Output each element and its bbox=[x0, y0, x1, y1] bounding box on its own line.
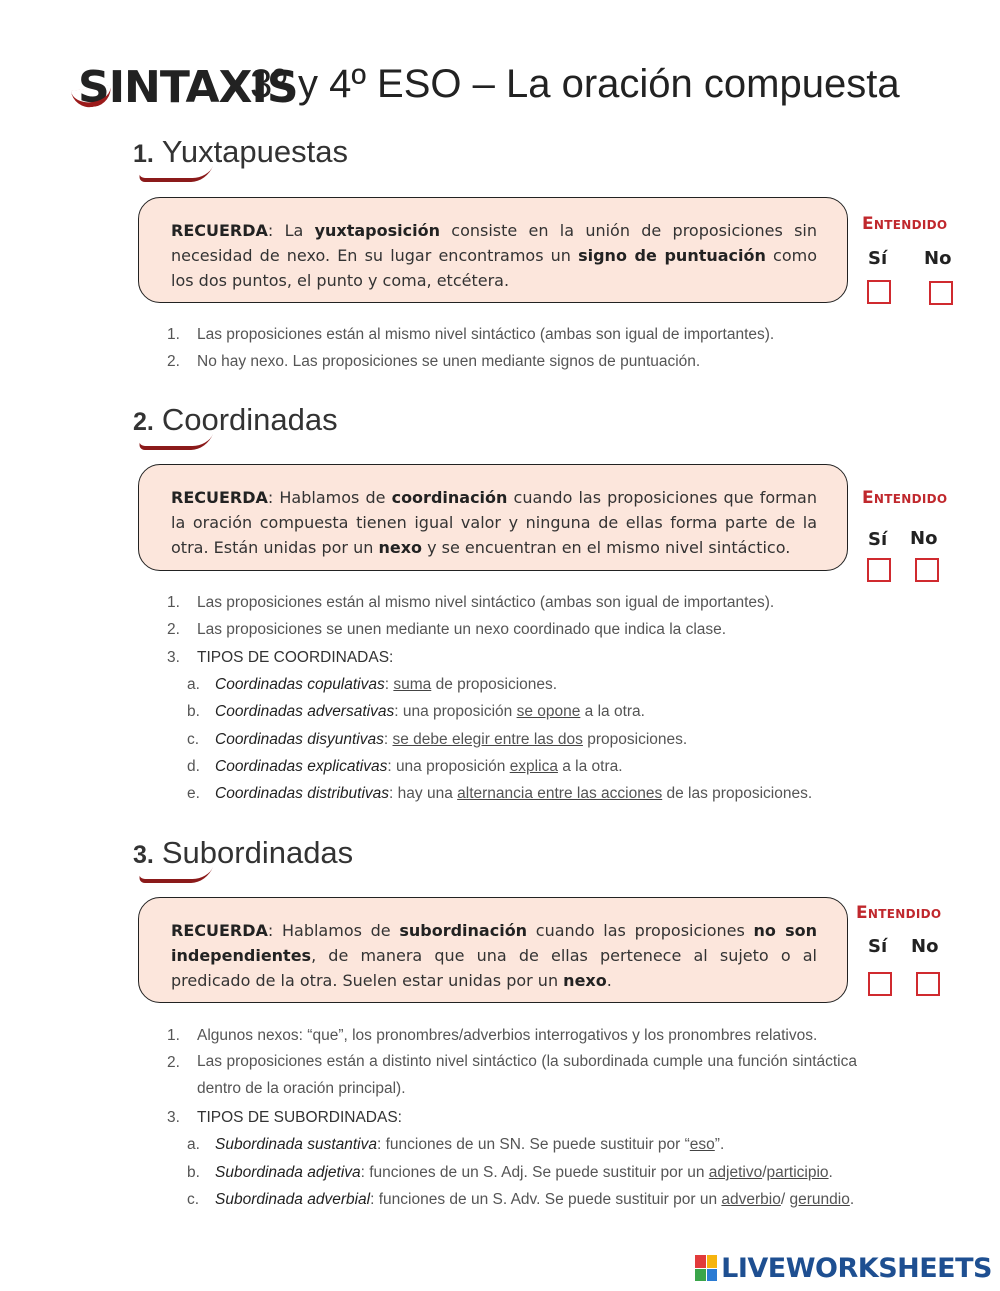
sub-list-text: de proposiciones. bbox=[431, 676, 558, 693]
entendido-label: Entendido bbox=[862, 488, 948, 508]
underlined-term: se debe elegir entre las dos bbox=[392, 731, 583, 748]
list-number: 1. bbox=[167, 326, 180, 343]
recuerda-keyword: signo de puntuación bbox=[578, 246, 766, 265]
sub-list-text: : una proposición bbox=[387, 758, 510, 775]
recuerda-text: . bbox=[606, 971, 612, 990]
sub-list-text: : bbox=[384, 676, 394, 693]
recuerda-text: consiste en la unión de proposiciones sin necesidad de nexo. En su lugar encontramos un bbox=[171, 221, 818, 265]
list-number: 2. bbox=[167, 353, 180, 370]
list-number: 2. bbox=[167, 621, 180, 638]
entendido-label: Entendido bbox=[862, 214, 948, 234]
section-number: 3. bbox=[133, 841, 154, 869]
sub-list-text: a la otra. bbox=[557, 758, 623, 775]
recuerda-box bbox=[138, 464, 848, 571]
sub-list-text: : funciones de un S. Adj. Se puede sustituir por un bbox=[360, 1164, 709, 1181]
section-heading-subordinadas bbox=[133, 835, 353, 871]
sub-list-name: Subordinada adjetiva bbox=[215, 1164, 361, 1181]
recuerda-label: RECUERDA bbox=[171, 921, 268, 940]
sub-list-letter: a. bbox=[187, 676, 200, 693]
entendido-si-checkbox[interactable] bbox=[867, 558, 891, 582]
recuerda-text: , de manera que una de ellas pertenece al sujeto o al predicado de la otra. Suelen estar unidas por un bbox=[171, 946, 817, 990]
sub-list-letter: a. bbox=[187, 1136, 200, 1153]
page-title: 3º y 4º ESO – La oración compuesta bbox=[250, 62, 900, 106]
logo-block bbox=[695, 1269, 706, 1282]
sub-list-name: Coordinadas explicativas bbox=[215, 758, 388, 775]
sub-list-text: : una proposición bbox=[394, 703, 517, 720]
recuerda-text: : La bbox=[267, 221, 315, 240]
recuerda-text: y se encuentran en el mismo nivel sintáctico. bbox=[422, 538, 791, 557]
list-text: Las proposiciones se unen mediante un nexo coordinado que indica la clase. bbox=[197, 621, 727, 638]
brand-text: LIVEWORKSHEETS bbox=[721, 1252, 992, 1284]
recuerda-label: RECUERDA bbox=[171, 488, 268, 507]
entendido-no-checkbox[interactable] bbox=[915, 558, 939, 582]
entendido-si-checkbox[interactable] bbox=[867, 280, 891, 304]
sub-list-letter: b. bbox=[187, 1164, 200, 1181]
sub-list-text: / bbox=[780, 1191, 790, 1208]
underlined-term: gerundio bbox=[789, 1191, 850, 1208]
sub-list-name: Coordinadas distributivas bbox=[215, 785, 390, 802]
recuerda-keyword: coordinación bbox=[391, 488, 508, 507]
sub-list-name: Coordinadas disyuntivas bbox=[215, 731, 384, 748]
sub-list-text: / bbox=[762, 1164, 767, 1181]
underlined-term: participio bbox=[766, 1164, 829, 1181]
sub-list-text: proposiciones. bbox=[582, 731, 688, 748]
no-label: No bbox=[924, 248, 952, 269]
si-label: Sí bbox=[868, 936, 888, 957]
sub-list-name: Subordinada sustantiva bbox=[215, 1136, 378, 1153]
recuerda-label: RECUERDA bbox=[171, 221, 268, 240]
recuerda-text: cuando las proposiciones que forman la oración compuesta tienen igual valor y ninguna de ellas forma parte de la otra. Están unidas por un bbox=[171, 488, 818, 557]
sub-list-text: : bbox=[383, 731, 393, 748]
logo-block bbox=[707, 1255, 718, 1268]
liveworksheets-logo-icon bbox=[695, 1255, 717, 1281]
underlined-term: adjetivo bbox=[708, 1164, 763, 1181]
recuerda-keyword: nexo bbox=[563, 971, 607, 990]
recuerda-text: : Hablamos de bbox=[267, 488, 392, 507]
underlined-term: explica bbox=[509, 758, 558, 775]
entendido-label: Entendido bbox=[856, 903, 942, 923]
underlined-term: alternancia entre las acciones bbox=[457, 785, 663, 802]
section-title: Yuxtapuestas bbox=[161, 134, 348, 169]
entendido-no-checkbox[interactable] bbox=[916, 972, 940, 996]
recuerda-text: cuando las proposiciones bbox=[527, 921, 754, 940]
heading-swoosh-icon bbox=[137, 166, 213, 182]
list-number: 3. bbox=[167, 649, 180, 666]
recuerda-box bbox=[138, 897, 848, 1003]
sub-list-name: Coordinadas adversativas bbox=[215, 703, 395, 720]
list-text: Las proposiciones están a distinto nivel sintáctico (la subordinada cumple una función sintáctica dentro de la oración principal). bbox=[197, 1053, 857, 1097]
recuerda-keyword: nexo bbox=[378, 538, 423, 557]
list-text: TIPOS DE SUBORDINADAS: bbox=[197, 1109, 402, 1126]
list-text: Las proposiciones están al mismo nivel sintáctico (ambas son igual de importantes). bbox=[197, 594, 775, 611]
sub-list-text: : funciones de un S. Adv. Se puede sustituir por un bbox=[370, 1191, 722, 1208]
sub-list-letter: c. bbox=[187, 731, 200, 748]
sub-list-text: : hay una bbox=[389, 785, 458, 802]
sub-list-letter: c. bbox=[187, 1191, 200, 1208]
recuerda-keyword: subordinación bbox=[399, 921, 528, 940]
underlined-term: suma bbox=[393, 676, 432, 693]
sub-list-letter: e. bbox=[187, 785, 200, 802]
underlined-term: adverbio bbox=[721, 1191, 781, 1208]
sub-list-name: Coordinadas copulativas bbox=[215, 676, 385, 693]
section-number: 1. bbox=[133, 140, 154, 168]
sub-list-name: Subordinada adverbial bbox=[215, 1191, 371, 1208]
logo-block bbox=[707, 1269, 718, 1282]
sub-list-text: a la otra. bbox=[580, 703, 645, 720]
sintaxis-logo bbox=[78, 62, 298, 114]
underlined-term: eso bbox=[689, 1136, 715, 1153]
logo-text: SINTAXIS bbox=[78, 62, 298, 113]
si-label: Sí bbox=[868, 529, 888, 550]
heading-swoosh-icon bbox=[137, 867, 213, 883]
recuerda-keyword: no son independientes bbox=[171, 921, 817, 965]
sub-list-text: . bbox=[849, 1191, 855, 1208]
sub-list-text: . bbox=[828, 1164, 833, 1181]
entendido-si-checkbox[interactable] bbox=[868, 972, 892, 996]
entendido-no-checkbox[interactable] bbox=[929, 281, 953, 305]
no-label: No bbox=[911, 936, 939, 957]
recuerda-keyword: yuxtaposición bbox=[314, 221, 440, 240]
list-text: Las proposiciones están al mismo nivel sintáctico (ambas son igual de importantes). bbox=[197, 326, 775, 343]
section-heading-yuxtapuestas bbox=[133, 134, 348, 170]
list-number: 1. bbox=[167, 1027, 180, 1044]
underlined-term: se opone bbox=[516, 703, 581, 720]
list-number: 3. bbox=[167, 1109, 180, 1126]
no-label: No bbox=[910, 528, 938, 549]
list-text: Algunos nexos: “que”, los pronombres/adverbios interrogativos y los pronombres relativos. bbox=[197, 1027, 818, 1044]
sub-list-text: de las proposiciones. bbox=[662, 785, 813, 802]
section-number: 2. bbox=[133, 408, 154, 436]
logo-block bbox=[695, 1255, 706, 1268]
si-label: Sí bbox=[868, 248, 888, 269]
list-number: 2. bbox=[167, 1054, 180, 1071]
liveworksheets-brand bbox=[695, 1253, 992, 1283]
section-heading-coordinadas bbox=[133, 402, 338, 438]
list-text: No hay nexo. Las proposiciones se unen mediante signos de puntuación. bbox=[197, 353, 701, 370]
section-title: Coordinadas bbox=[161, 402, 338, 437]
list-number: 1. bbox=[167, 594, 180, 611]
sub-list-text: : funciones de un SN. Se puede sustituir por “ bbox=[377, 1136, 690, 1153]
recuerda-text: : Hablamos de bbox=[267, 921, 400, 940]
list-text: TIPOS DE COORDINADAS: bbox=[197, 649, 394, 666]
recuerda-box bbox=[138, 197, 848, 303]
sub-list-letter: d. bbox=[187, 758, 200, 775]
sub-list-letter: b. bbox=[187, 703, 200, 720]
heading-swoosh-icon bbox=[137, 434, 213, 450]
recuerda-text: como los dos puntos, el punto y coma, etcétera. bbox=[171, 246, 818, 290]
sub-list-text: ”. bbox=[714, 1136, 725, 1153]
section-title: Subordinadas bbox=[161, 835, 354, 870]
